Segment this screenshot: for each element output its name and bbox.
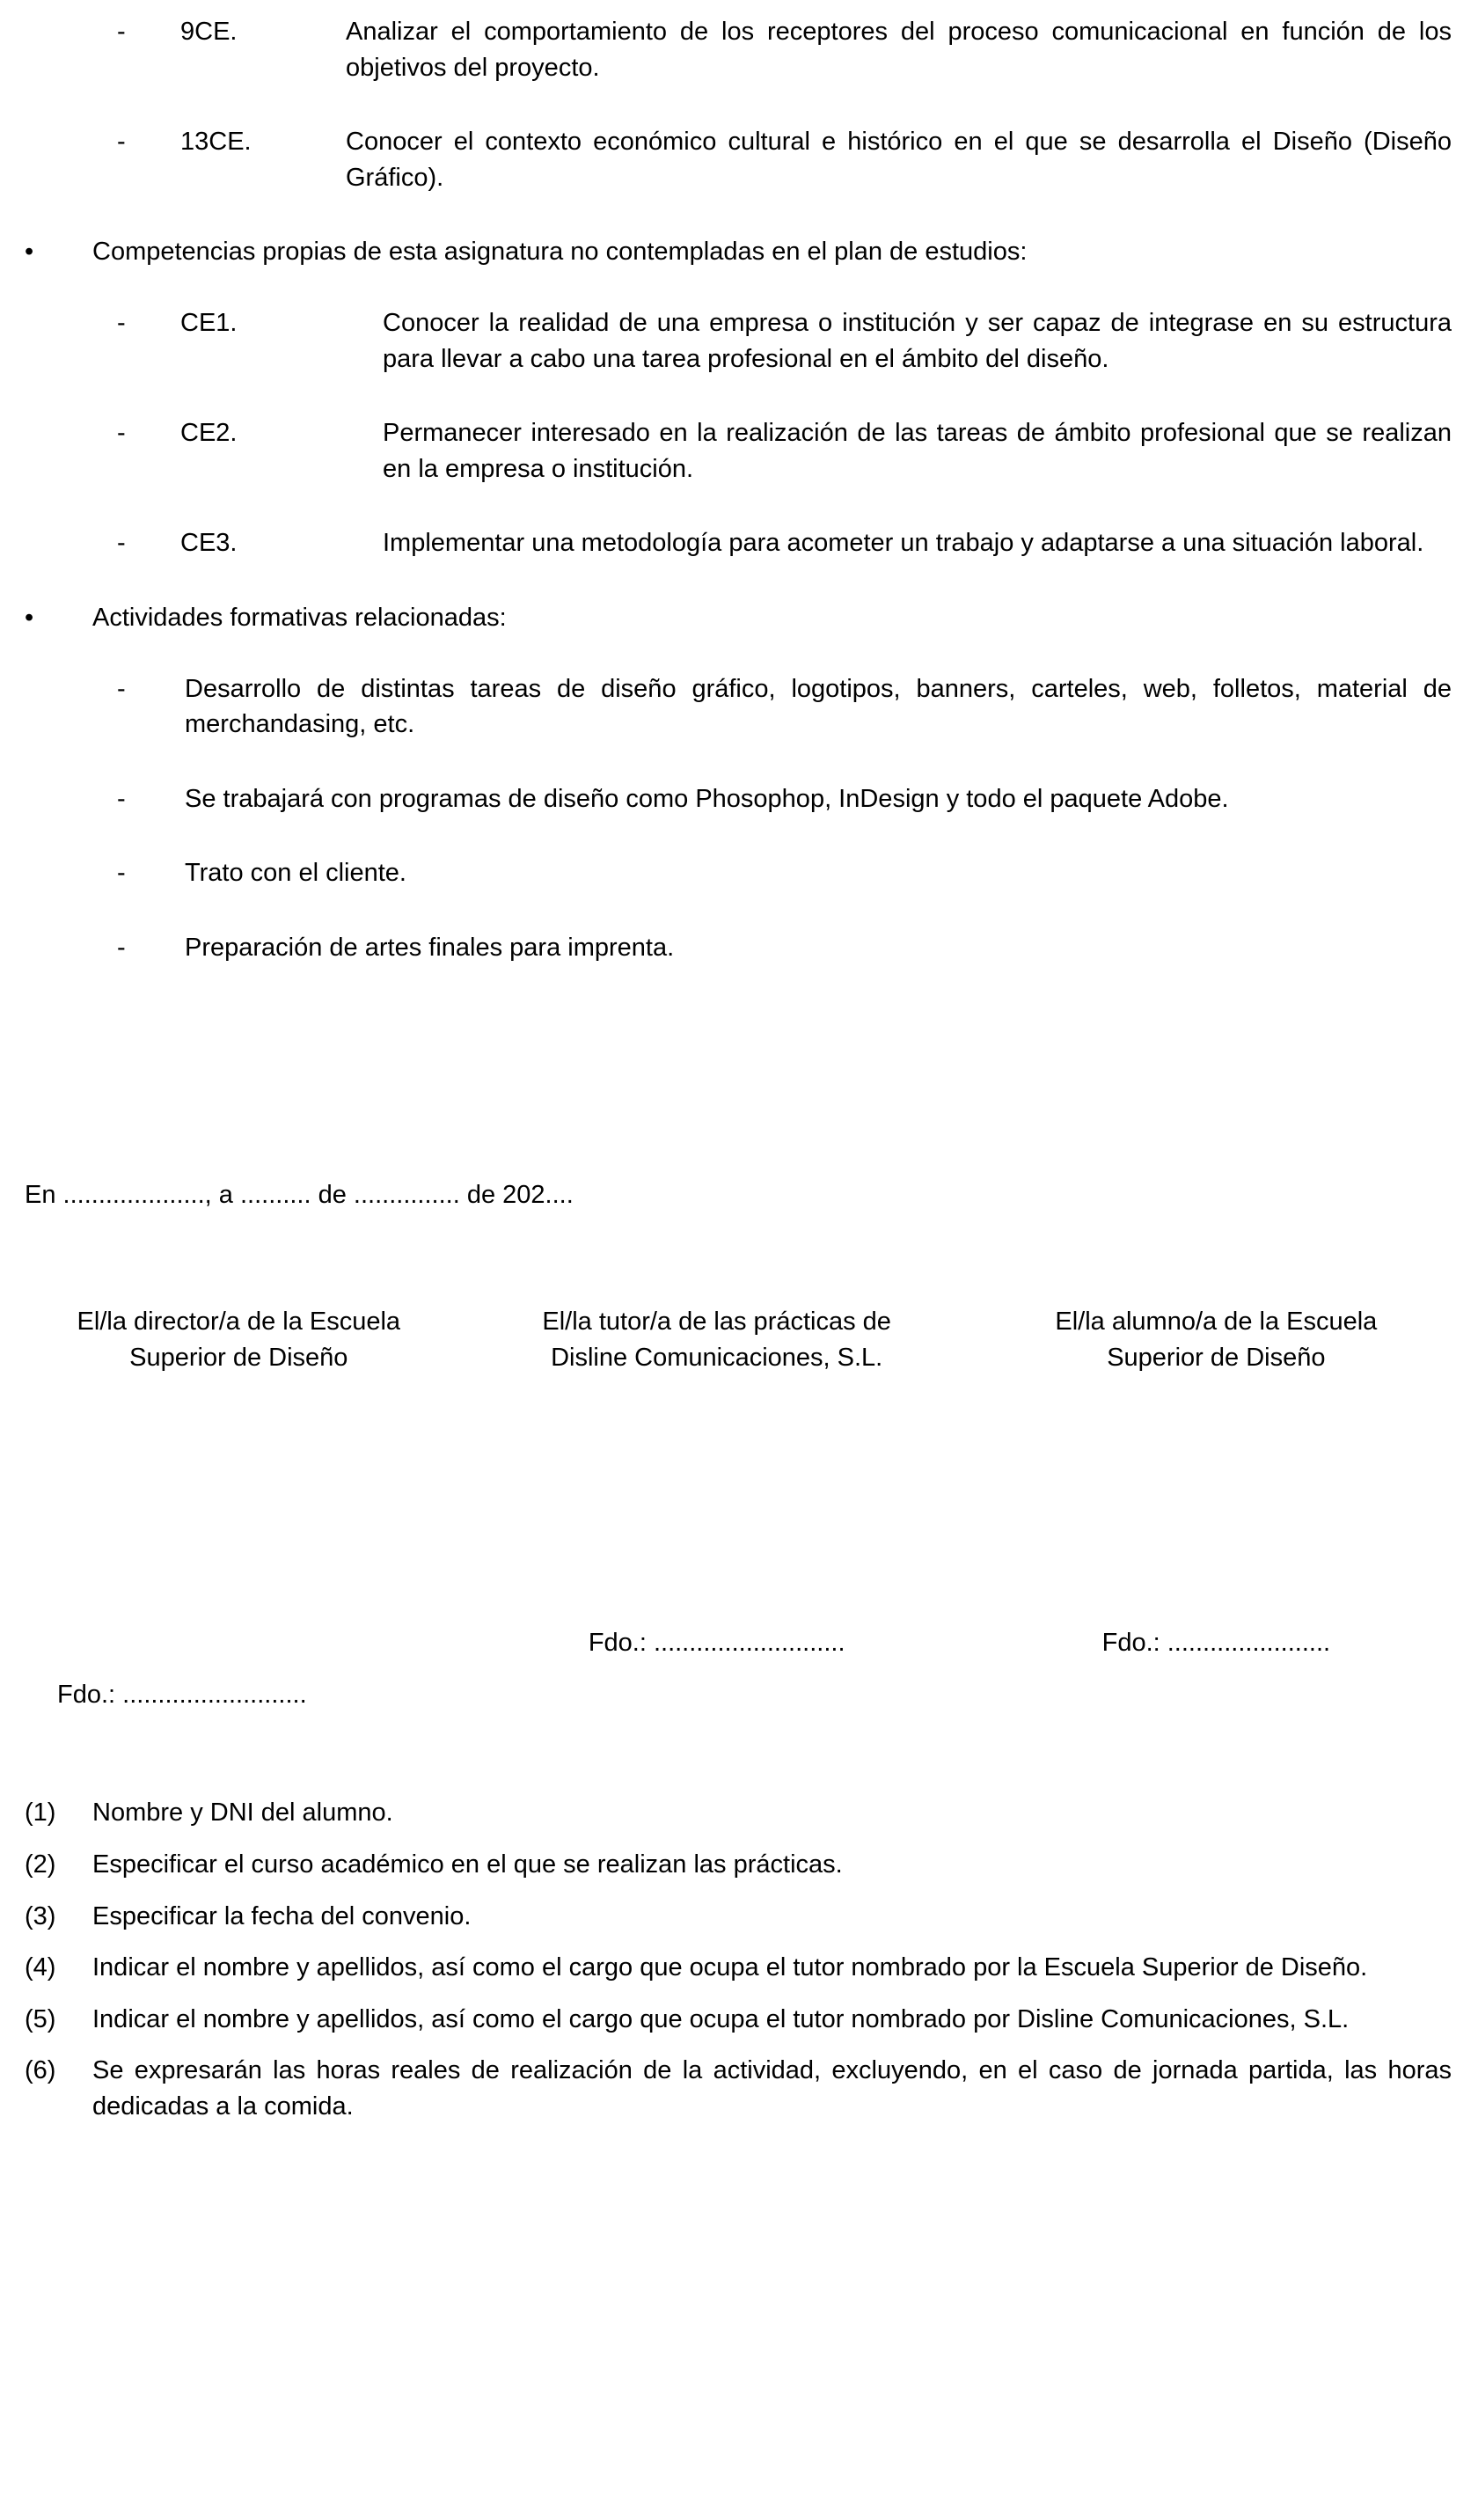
competencia-code: 9CE. (180, 18, 238, 46)
footnote-text: Especificar la fecha del convenio. (92, 1901, 472, 1930)
footnote (25, 1847, 1452, 1883)
bullet-heading-competencias (25, 234, 1452, 270)
footnote-text: Especificar el curso académico en el que se realizan las prácticas. (92, 1850, 843, 1879)
competencia-item (117, 305, 1452, 377)
footnote (25, 1950, 1452, 1986)
dash-marker: - (117, 933, 126, 962)
activity-item (117, 930, 1452, 966)
competencia-text: Conocer la realidad de una empresa o institución y ser capaz de integrase en su estructura para llevar a cabo una tarea profesional en el ámbito del diseño. (383, 308, 1452, 373)
footnote (25, 2002, 1452, 2038)
bullet-heading-text: Competencias propias de esta asignatura no contempladas en el plan de estudios: (92, 238, 1028, 267)
date-fill-in-line: En ...................., a .......... de ............... de 202.... (25, 1180, 574, 1209)
signatory-title-director (25, 1304, 453, 1375)
dash-marker: - (117, 419, 126, 448)
competencia-code: CE2. (180, 419, 238, 448)
competencia-text: Implementar una metodología para acometer un trabajo y adaptarse a una situación laboral. (383, 529, 1424, 558)
signature-block (25, 1304, 1452, 1375)
footnote-number: (3) (25, 1901, 56, 1930)
activity-item (117, 855, 1452, 891)
footnote (25, 1795, 1452, 1831)
signatory-title-line: Superior de Diseño (1107, 1343, 1326, 1372)
signatory-title-line: El/la director/a de la Escuela (77, 1308, 401, 1337)
signatory-title-line: Superior de Diseño (129, 1343, 348, 1372)
footnote-text: Nombre y DNI del alumno. (92, 1798, 393, 1828)
signature-line-director: Fdo.: .......................... (57, 1680, 307, 1709)
activity-text: Preparación de artes finales para imprenta. (185, 933, 675, 962)
competencia-text: Conocer el contexto económico cultural e histórico en el que se desarrolla el Diseño (Diseño Gráfico). (346, 128, 1452, 192)
competencia-item (117, 124, 1452, 195)
competencia-text: Permanecer interesado en la realización de las tareas de ámbito profesional que se realizan en la empresa o institución. (383, 419, 1452, 483)
dash-marker: - (117, 308, 126, 337)
signatory-title-line: Disline Comunicaciones, S.L. (551, 1343, 883, 1372)
activity-item (117, 781, 1452, 817)
footnote (25, 2053, 1452, 2124)
signatory-title-line: El/la tutor/a de las prácticas de (542, 1308, 891, 1337)
activity-text: Desarrollo de distintas tareas de diseño gráfico, logotipos, banners, carteles, web, folletos, material de merchandasing, etc. (185, 674, 1452, 739)
competencia-item (117, 14, 1452, 85)
signatory-title-line: El/la alumno/a de la Escuela (1055, 1308, 1378, 1337)
document-page (25, 14, 1452, 2125)
dash-marker: - (117, 18, 126, 46)
dash-marker: - (117, 674, 126, 703)
competencia-item (117, 415, 1452, 487)
competencia-item (117, 525, 1452, 561)
competencia-code: 13CE. (180, 128, 252, 157)
footnotes (25, 1795, 1452, 2124)
signature-line-empty (25, 1625, 453, 1661)
dash-marker: - (117, 784, 126, 813)
footnote-number: (1) (25, 1798, 56, 1828)
competencia-code: CE1. (180, 308, 238, 337)
signatory-title-alumno (981, 1304, 1452, 1375)
footnote-text: Indicar el nombre y apellidos, así como el cargo que ocupa el tutor nombrado por la Escuela Superior de Diseño. (92, 1953, 1368, 1982)
activity-item (117, 671, 1452, 743)
signature-line-alumno: Fdo.: ....................... (1101, 1629, 1331, 1658)
bullet-heading-actividades (25, 600, 1452, 636)
activity-text: Trato con el cliente. (185, 859, 406, 888)
bullet-heading-text: Actividades formativas relacionadas: (92, 603, 507, 632)
competencia-code: CE3. (180, 529, 238, 558)
footnote (25, 1899, 1452, 1935)
signature-line-tutor: Fdo.: ........................... (588, 1629, 845, 1658)
dash-marker: - (117, 128, 126, 157)
footnote-text: Se expresarán las horas reales de realización de la actividad, excluyendo, en el caso de jornada partida, las horas dedicadas a la comida. (92, 2056, 1452, 2121)
bullet-icon: • (25, 238, 34, 267)
dash-marker: - (117, 859, 126, 888)
competencia-text: Analizar el comportamiento de los receptores del proceso comunicacional en función de los objetivos del proyecto. (346, 18, 1452, 82)
activity-text: Se trabajará con programas de diseño como Phosophop, InDesign y todo el paquete Adobe. (185, 784, 1229, 813)
bullet-icon: • (25, 603, 34, 632)
footnote-number: (2) (25, 1850, 56, 1879)
footnote-text: Indicar el nombre y apellidos, así como el cargo que ocupa el tutor nombrado por Disline Comunicaciones, S.L. (92, 2004, 1350, 2033)
footnote-number: (6) (25, 2056, 56, 2085)
footnote-number: (5) (25, 2004, 56, 2033)
signature-lines-row (25, 1625, 1452, 1661)
signatory-title-tutor (453, 1304, 981, 1375)
dash-marker: - (117, 529, 126, 558)
footnote-number: (4) (25, 1953, 56, 1982)
